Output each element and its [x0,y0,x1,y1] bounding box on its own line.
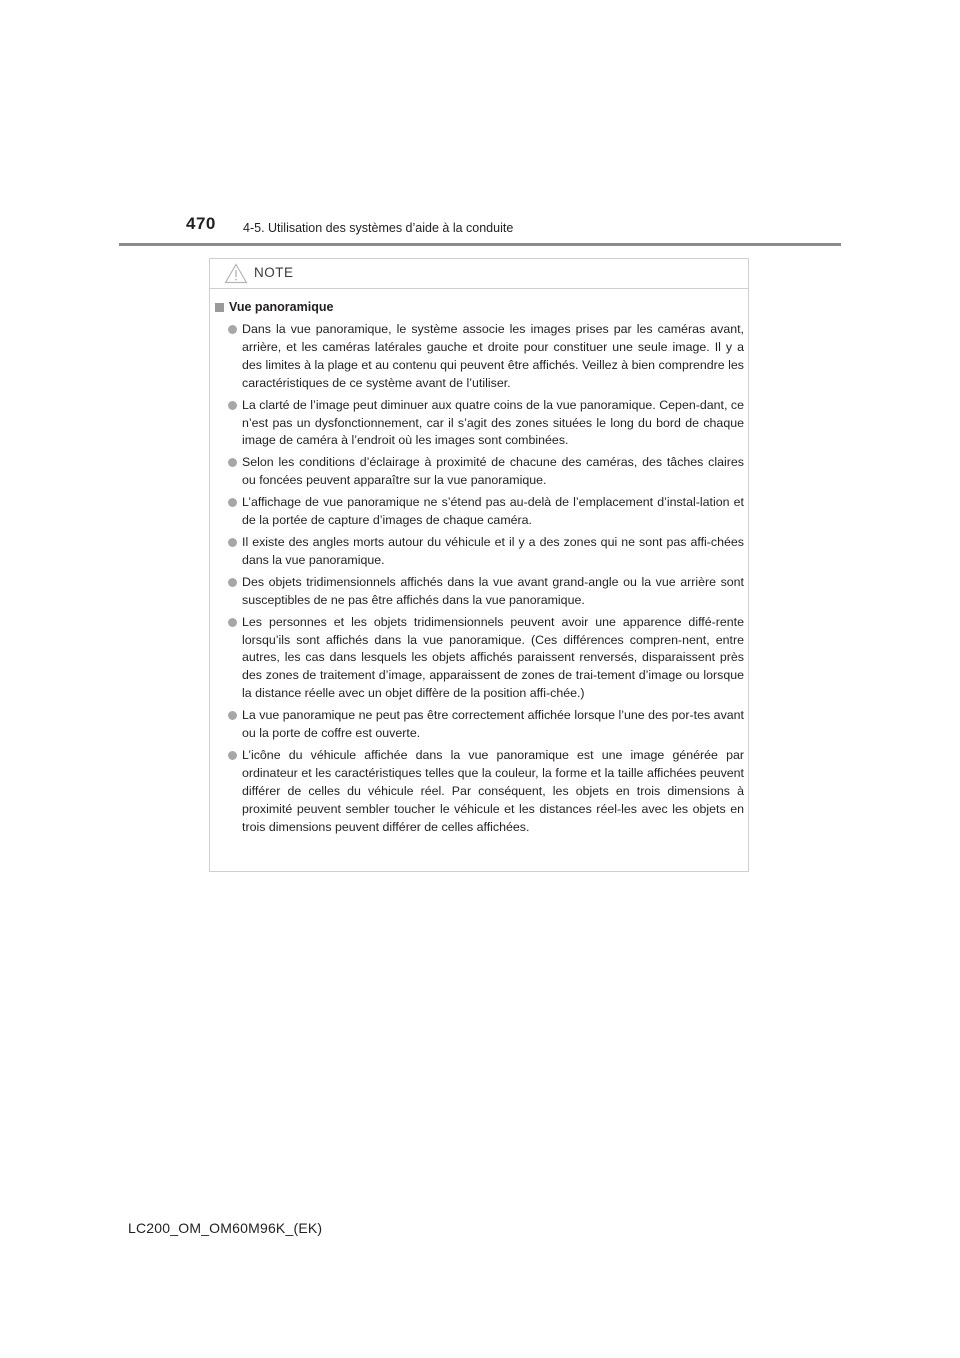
section-title: 4-5. Utilisation des systèmes d’aide à la conduite [243,221,514,235]
bullet-text: La clarté de l’image peut diminuer aux quatre coins de la vue panoramique. Cepen-dant, ce n’est pas un dysfonctionnement, car il s’agit des zones situées le long du bord de chaque image de caméra à l’endroit où les images sont combinées. [242,397,744,448]
note-header [210,259,748,289]
page-number: 470 [186,214,216,233]
note-box [209,258,749,872]
bullet-text: Il existe des angles morts autour du véhicule et il y a des zones qui ne sont pas affi-chées dans la vue panoramique. [242,534,744,567]
bullet-text: La vue panoramique ne peut pas être correctement affichée lorsque l’une des por-tes avant ou la porte de coffre est ouverte. [242,708,744,741]
list-item [228,747,744,837]
bullet-dot-icon [228,751,237,760]
bullet-text: Selon les conditions d’éclairage à proximité de chacune des caméras, des tâches claires ou foncées peuvent apparaître sur la vue panoramique. [242,455,744,488]
square-bullet-icon [215,303,224,312]
bullet-text: Dans la vue panoramique, le système associe les images prises par les caméras avant, arrière, et les caméras latérales gauche et droite pour constituer une seule image. Il y a des limites à la plage et au contenu qui peuvent être affichés. Veillez à bien comprendre les caractéristiques de ce système avant de l’utiliser. [242,322,744,390]
note-label: NOTE [254,265,294,280]
header-rule [119,243,841,246]
list-item [228,574,744,610]
topic-title: Vue panoramique [229,300,334,314]
bullet-dot-icon [228,578,237,587]
bullet-text: Les personnes et les objets tridimensionnels peuvent avoir une apparence diffé-rente lorsqu’ils sont affichés dans la vue panoramique. (Ces différences compren-nent, entre autres, les cas dans lesquels les objets affichés paraissent renversés, disparaissent près des zones de traitement d’image, apparaissent de zones de trai-tement d’image ou lorsque la distance réelle avec un objet diffère de la position affi-chée.) [242,614,744,701]
bullet-dot-icon [228,618,237,627]
bullet-dot-icon [228,538,237,547]
bullet-dot-icon [228,325,237,334]
list-item [228,397,744,451]
bullet-list [228,321,744,840]
warning-triangle-icon [224,263,248,284]
list-item [228,454,744,490]
list-item [228,534,744,570]
bullet-text: L’affichage de vue panoramique ne s’étend pas au-delà de l’emplacement d’instal-lation et de la portée de capture d’images de chaque caméra. [242,495,744,528]
topic-heading [215,300,333,314]
bullet-dot-icon [228,498,237,507]
list-item [228,614,744,704]
bullet-dot-icon [228,401,237,410]
bullet-text: L’icône du véhicule affichée dans la vue panoramique est une image générée par ordinateur et les caractéristiques telles que la couleur, la forme et la taille affichées peuvent différer de celles du véhicule réel. Par conséquent, les objets en trois dimensions à proximité peuvent sembler toucher le véhicule et les distances réel-les avec les objets en trois dimensions peuvent différer de celles affichées. [242,747,744,834]
list-item [228,494,744,530]
bullet-text: Des objets tridimensionnels affichés dans la vue avant grand-angle ou la vue arrière sont susceptibles de ne pas être affichés dans la vue panoramique. [242,574,744,607]
bullet-dot-icon [228,711,237,720]
list-item [228,321,744,393]
list-item [228,707,744,743]
bullet-dot-icon [228,458,237,467]
document-code: LC200_OM_OM60M96K_(EK) [128,1220,323,1236]
